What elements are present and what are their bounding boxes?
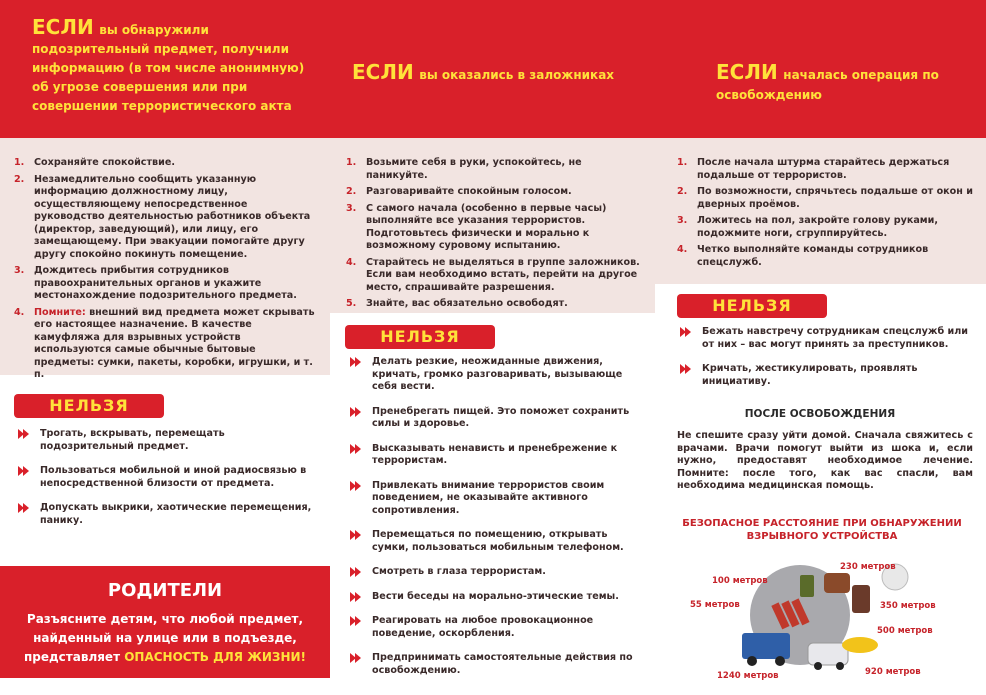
- chevron-bullet-icon: [350, 407, 362, 417]
- item-text: Ложитесь на пол, закройте голову руками, подожмите ноги, сгруппируйтесь.: [697, 215, 939, 239]
- list-item: [677, 157, 973, 182]
- list-item: [677, 215, 973, 240]
- distance-label: 920 метров: [865, 667, 921, 677]
- item-text: Допускать выкрики, хаотические перемещения, панику.: [40, 502, 312, 526]
- chevron-bullet-icon: [350, 653, 362, 663]
- item-number: 4.: [677, 244, 688, 255]
- parents-title: РОДИТЕЛИ: [107, 580, 223, 601]
- item-number: 4.: [346, 256, 357, 268]
- item-number: 5.: [346, 298, 357, 309]
- list-item: [350, 529, 646, 554]
- col3-header-text: началась операция по освобождению: [716, 68, 939, 102]
- parents-text: [8, 610, 322, 667]
- item-text: Смотреть в глаза террористам.: [372, 566, 546, 577]
- distance-label: 500 метров: [877, 626, 933, 636]
- chevron-bullet-icon: [350, 530, 362, 540]
- item-text: Реагировать на любое провокационное поведение, оскорбления.: [372, 615, 594, 639]
- list-item: [350, 615, 646, 640]
- distance-label: 230 метров: [840, 562, 896, 572]
- col2-header: [352, 62, 652, 84]
- truck-icon: [742, 633, 790, 659]
- list-item: [346, 257, 644, 295]
- chevron-bullet-icon: [680, 364, 692, 374]
- col1-header: [32, 15, 312, 115]
- list-item: [18, 428, 316, 453]
- col3-nelzya-title: НЕЛЬЗЯ: [677, 294, 827, 318]
- parents-accent: ОПАСНОСТЬ ДЛЯ ЖИЗНИ!: [124, 650, 307, 664]
- col1-header-text: вы обнаружили подозрительный предмет, получили информацию (в том числе анонимную) об угрозе совершения или при совершении террористического акта: [32, 23, 305, 113]
- distance-illustration: [690, 555, 970, 685]
- list-item: [677, 186, 973, 211]
- item-text: Вести беседы на морально-этические темы.: [372, 590, 619, 602]
- parents-body: Разъясните детям, что любой предмет, найденный на улице или в подъезде, представляет: [23, 612, 304, 664]
- col3-nelzya-list: [680, 326, 974, 388]
- list-item: [346, 186, 644, 199]
- distance-label: 1240 метров: [717, 671, 779, 681]
- list-item: [18, 465, 316, 490]
- item-text: Предпринимать самостоятельные действия по освобождению.: [372, 652, 633, 676]
- list-item: [14, 307, 316, 382]
- item-text: После начала штурма старайтесь держаться подальше от террористов.: [697, 157, 950, 181]
- bag-icon: [824, 573, 850, 593]
- col3-esli: ЕСЛИ: [716, 60, 778, 84]
- chevron-bullet-icon: [350, 481, 362, 491]
- list-item: [346, 298, 644, 311]
- item-text: Дождитесь прибытия сотрудников правоохранительных органов и укажите местонахождение подозрительного предмета.: [34, 265, 297, 301]
- item-text: внешний вид предмета может скрывать его настоящее назначение. В качестве камуфляжа для взрывных устройств используются самые обычные бытовые предметы: сумки, пакеты, коробки, игрушки, и т. п.: [34, 306, 315, 380]
- chevron-bullet-icon: [350, 616, 362, 626]
- list-item: [350, 591, 646, 604]
- item-number: 3.: [677, 215, 688, 226]
- grenade-icon: [800, 575, 814, 597]
- item-text: По возможности, спрячьтесь подальше от окон и дверных проёмов.: [697, 186, 973, 210]
- item-text: Трогать, вскрывать, перемещать подозрительный предмет.: [40, 428, 225, 452]
- explosion-scene-icon: [690, 555, 970, 685]
- item-number: 1.: [14, 157, 25, 168]
- suitcase-icon: [852, 585, 870, 613]
- item-number: 2.: [14, 173, 25, 185]
- col2-nelzya-list: [350, 356, 646, 677]
- item-text: Незамедлительно сообщить указанную информацию должностному лицу, осуществляющему непосредственное руководство деятельностью работников объекта (директор, заведующий), или лицу, его замещающему. При эвакуации помогайте другу другу спокойно покинуть помещение.: [34, 173, 311, 260]
- item-text: Пользоваться мобильной и иной радиосвязью в непосредственной близости от предмета.: [40, 465, 307, 489]
- list-item: [346, 203, 644, 253]
- list-item: [18, 502, 316, 527]
- item-number: 2.: [677, 186, 688, 197]
- list-item: [680, 363, 974, 388]
- item-text: Знайте, вас обязательно освободят.: [366, 298, 568, 309]
- item-number: 4.: [14, 306, 25, 318]
- list-item: [350, 652, 646, 677]
- item-text: Четко выполняйте команды сотрудников спецслужб.: [697, 244, 929, 268]
- item-text: Кричать, жестикулировать, проявлять инициативу.: [702, 363, 918, 387]
- item-text: Пренебрегать пищей. Это поможет сохранить силы и здоровье.: [372, 405, 630, 429]
- chevron-bullet-icon: [350, 444, 362, 454]
- item-number: 3.: [346, 202, 357, 214]
- list-item: [677, 244, 973, 269]
- chevron-bullet-icon: [350, 567, 362, 577]
- col1-list: [14, 157, 316, 386]
- item-number: 1.: [677, 157, 688, 168]
- col1-nelzya-title: НЕЛЬЗЯ: [14, 394, 164, 418]
- item-lead: Помните:: [34, 306, 86, 318]
- chevron-bullet-icon: [350, 357, 362, 367]
- chevron-bullet-icon: [680, 327, 692, 337]
- col2-nelzya-title: НЕЛЬЗЯ: [345, 325, 495, 349]
- distance-label: 100 метров: [712, 576, 768, 586]
- item-text: Бежать навстречу сотрудникам спецслужб или от них – вас могут принять за преступников.: [702, 326, 968, 350]
- item-number: 3.: [14, 265, 25, 276]
- van-icon: [808, 643, 848, 665]
- item-text: Возьмите себя в руки, успокойтесь, не паникуйте.: [366, 157, 582, 181]
- item-text: Перемещаться по помещению, открывать сумки, пользоваться мобильным телефоном.: [372, 529, 624, 553]
- list-item: [14, 157, 316, 170]
- item-text: Высказывать ненависть и пренебрежение к террористам.: [372, 442, 618, 466]
- col1-esli: ЕСЛИ: [32, 15, 94, 39]
- item-text: Разговаривайте спокойным голосом.: [366, 186, 572, 197]
- after-text: Не спешите сразу уйти домой. Сначала свяжитесь с врачами. Врачи помогут выйти из шока и, если нужно, предоставят необходимое лечение. Помните: после того, как вас спасли, вам необходима медицинская помощь.: [677, 430, 973, 491]
- list-item: [680, 326, 974, 351]
- item-text: Делать резкие, неожиданные движения, кричать, громко разговаривать, вызывающе себя вести.: [372, 356, 623, 392]
- col3-header: [716, 62, 956, 104]
- item-text: Сохраняйте спокойствие.: [34, 157, 176, 168]
- item-text: Старайтесь не выделяться в группе заложников. Если вам необходимо встать, перейти на другое место, спрашивайте разрешения.: [366, 256, 640, 293]
- col2-header-text: вы оказались в заложниках: [419, 68, 615, 82]
- list-item: [346, 157, 644, 182]
- chevron-bullet-icon: [350, 592, 362, 602]
- list-item: [350, 356, 646, 394]
- col2-esli: ЕСЛИ: [352, 60, 414, 84]
- list-item: [14, 174, 316, 262]
- col2-list: [346, 157, 644, 315]
- list-item: [350, 566, 646, 579]
- item-number: 2.: [346, 186, 357, 197]
- distance-label: 55 метров: [690, 600, 740, 610]
- distance-label: 350 метров: [880, 601, 936, 611]
- car-icon: [842, 637, 878, 653]
- chevron-bullet-icon: [18, 466, 30, 476]
- chevron-bullet-icon: [18, 503, 30, 513]
- list-item: [350, 406, 646, 431]
- list-item: [14, 265, 316, 303]
- item-text: С самого начала (особенно в первые часы) выполняйте все указания террористов. Подготовьтесь физически и морально к возможному суровому испытанию.: [366, 202, 607, 251]
- after-title: ПОСЛЕ ОСВОБОЖДЕНИЯ: [744, 408, 896, 420]
- safe-distance-title: БЕЗОПАСНОЕ РАССТОЯНИЕ ПРИ ОБНАРУЖЕНИИ ВЗРЫВНОГО УСТРОЙСТВА: [682, 518, 962, 542]
- list-item: [350, 480, 646, 518]
- item-text: Привлекать внимание террористов своим поведением, не оказывайте активного сопротивления.: [372, 479, 605, 516]
- col1-nelzya-list: [18, 428, 316, 527]
- chevron-bullet-icon: [18, 429, 30, 439]
- list-item: [350, 443, 646, 468]
- item-number: 1.: [346, 157, 357, 168]
- col3-list: [677, 157, 973, 273]
